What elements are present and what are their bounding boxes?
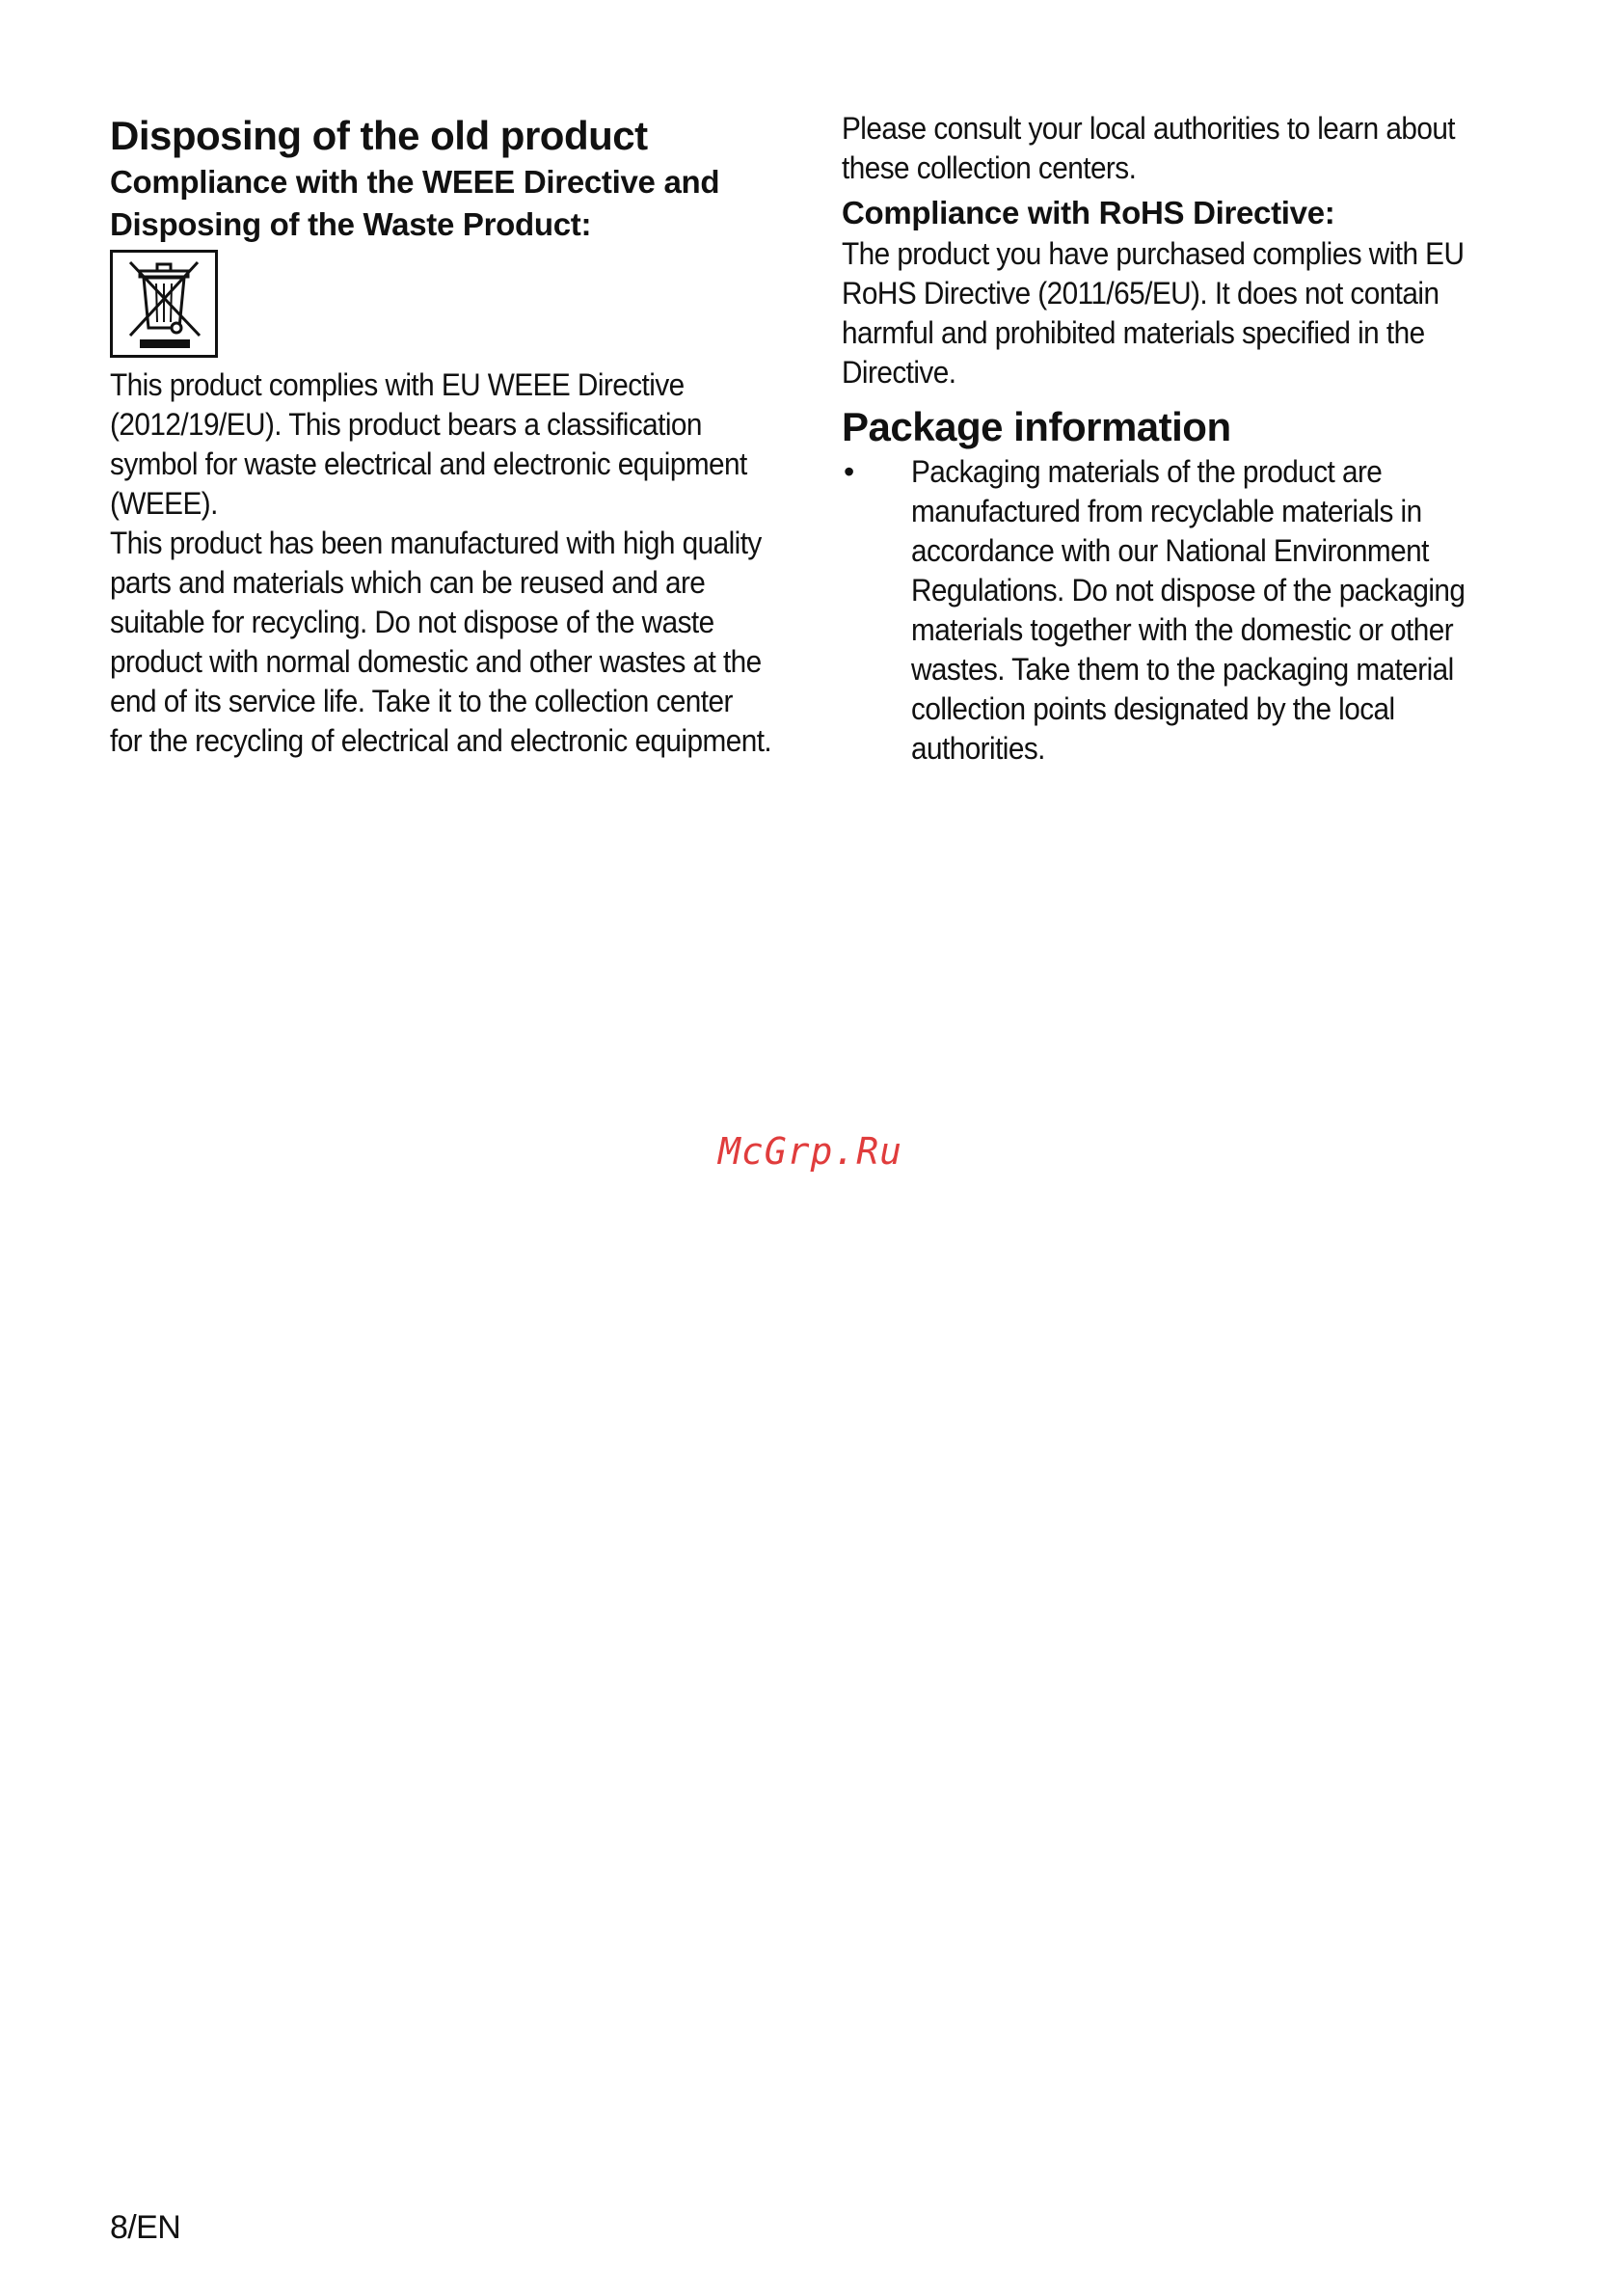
text-line: symbol for waste electrical and electronic equipment	[110, 446, 747, 481]
text-line: collection points designated by the local	[911, 691, 1395, 726]
section-title-disposing: Disposing of the old product	[110, 113, 648, 158]
text-line: materials together with the domestic or other	[911, 612, 1454, 647]
text-line: suitable for recycling. Do not dispose of the waste	[110, 605, 714, 639]
watermark: McGrp.Ru	[718, 1130, 903, 1173]
package-bullet-list	[842, 452, 1497, 769]
rohs-title: Compliance with RoHS Directive:	[842, 195, 1335, 230]
text-line: The product you have purchased complies with EU	[842, 236, 1465, 271]
text-line: RoHS Directive (2011/65/EU). It does not contain	[842, 276, 1439, 311]
text-line: authorities.	[911, 731, 1045, 766]
text-line: harmful and prohibited materials specified in the	[842, 315, 1425, 350]
text-line: these collection centers.	[842, 150, 1137, 185]
text-line: (2012/19/EU). This product bears a classification	[110, 407, 702, 442]
text-line: end of its service life. Take it to the collection center	[110, 684, 733, 718]
text-line: (WEEE).	[110, 486, 218, 521]
list-item	[842, 452, 1497, 769]
page-number: 8/EN	[110, 2209, 181, 2246]
text-line: Packaging materials of the product are	[911, 454, 1383, 489]
text-line: manufactured from recyclable materials in	[911, 494, 1422, 528]
text-line: accordance with our National Environment	[911, 533, 1429, 568]
section-title-package: Package information	[842, 404, 1231, 449]
text-line: This product complies with EU WEEE Directive	[110, 367, 685, 402]
text-line: This product has been manufactured with high quality	[110, 526, 762, 560]
text-line: parts and materials which can be reused and are	[110, 565, 706, 600]
weee-paragraph-1	[110, 365, 800, 524]
weee-subtitle-line-2: Disposing of the Waste Product:	[110, 206, 592, 242]
text-line: Directive.	[842, 355, 956, 390]
text-line: for the recycling of electrical and electronic equipment.	[110, 723, 772, 758]
crossed-out-wheelie-bin-icon	[110, 250, 218, 358]
right-column	[842, 109, 1497, 769]
collection-centers-paragraph	[842, 109, 1494, 188]
weee-subtitle-line-1: Compliance with the WEEE Directive and	[110, 164, 720, 200]
text-line: Please consult your local authorities to learn about	[842, 111, 1456, 146]
left-column	[110, 111, 804, 761]
package-paragraph	[911, 452, 1494, 769]
weee-paragraph-2	[110, 524, 800, 761]
text-line: Regulations. Do not dispose of the packaging	[911, 573, 1466, 608]
rohs-paragraph	[842, 234, 1494, 392]
text-line: wastes. Take them to the packaging material	[911, 652, 1454, 687]
text-line: product with normal domestic and other wastes at the	[110, 644, 762, 679]
bullet-icon: •	[844, 454, 855, 489]
